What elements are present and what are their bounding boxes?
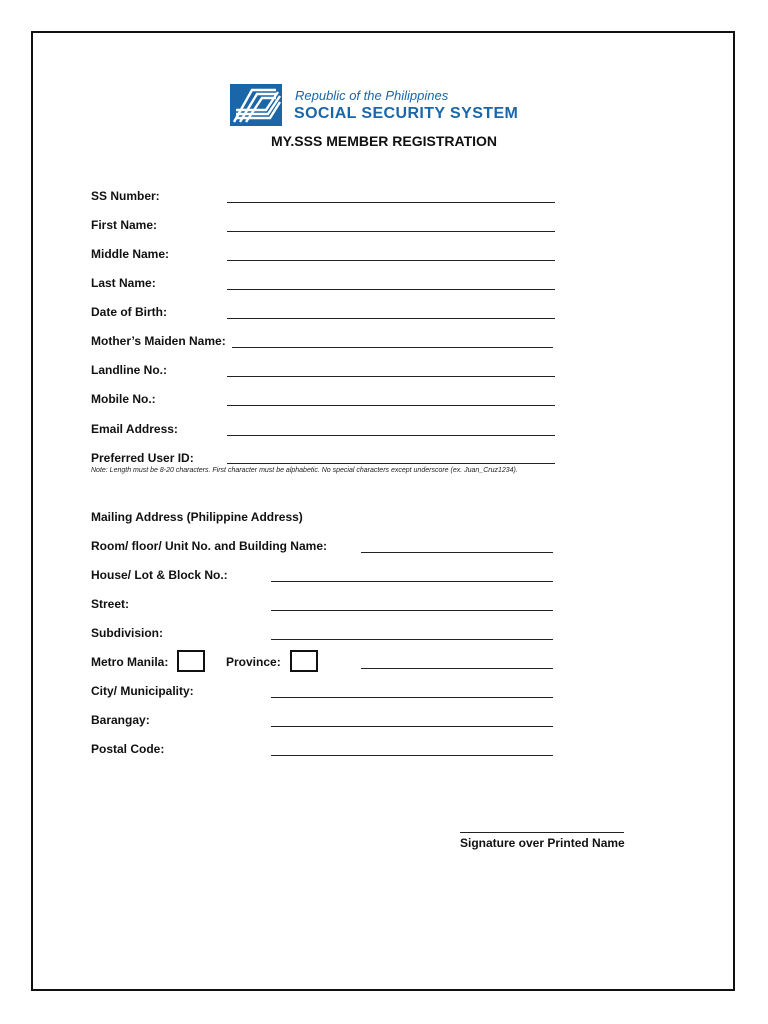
field-street[interactable] [271,610,553,611]
field-preferred-user-id[interactable] [227,463,555,464]
label-metro-manila: Metro Manila: [91,655,169,669]
province-checkbox[interactable] [290,650,318,672]
label-postal-code: Postal Code: [91,742,165,756]
field-barangay[interactable] [271,726,553,727]
user-id-note: Note: Length must be 8-20 characters. First character must be alphabetic. No special characters except underscore (ex. Juan_Cruz1234). [91,467,518,474]
label-preferred-user-id: Preferred User ID: [91,451,194,465]
label-street: Street: [91,597,130,611]
metro-manila-checkbox[interactable] [177,650,205,672]
field-city-municipality[interactable] [271,697,553,698]
field-landline[interactable] [227,376,555,377]
label-middle-name: Middle Name: [91,247,170,261]
sss-logo-icon [230,84,282,126]
field-mothers-maiden-name[interactable] [232,347,553,348]
form-title: MY.SSS MEMBER REGISTRATION [270,133,498,149]
field-room-floor-unit[interactable] [361,552,553,553]
field-email[interactable] [227,435,555,436]
signature-label: Signature over Printed Name [460,836,625,850]
field-postal-code[interactable] [271,755,553,756]
logo-text-sss: SOCIAL SECURITY SYSTEM [294,105,519,122]
label-room-floor-unit: Room/ floor/ Unit No. and Building Name: [91,539,327,553]
field-first-name[interactable] [227,231,555,232]
mailing-address-heading: Mailing Address (Philippine Address) [91,510,303,524]
label-email: Email Address: [91,422,178,436]
label-ss-number: SS Number: [91,189,160,203]
logo-text-republic: Republic of the Philippines [295,88,449,103]
label-province: Province: [226,655,281,669]
field-mobile[interactable] [227,405,555,406]
field-middle-name[interactable] [227,260,555,261]
label-last-name: Last Name: [91,276,156,290]
field-date-of-birth[interactable] [227,318,555,319]
label-house-lot-block: House/ Lot & Block No.: [91,568,228,582]
label-landline: Landline No.: [91,363,167,377]
field-house-lot-block[interactable] [271,581,553,582]
label-city-municipality: City/ Municipality: [91,684,194,698]
field-province[interactable] [361,668,553,669]
field-subdivision[interactable] [271,639,553,640]
field-last-name[interactable] [227,289,555,290]
label-date-of-birth: Date of Birth: [91,305,167,319]
label-barangay: Barangay: [91,713,150,727]
label-mothers-maiden-name: Mother’s Maiden Name: [91,334,226,348]
signature-line[interactable] [460,832,624,833]
label-mobile: Mobile No.: [91,392,156,406]
label-first-name: First Name: [91,218,158,232]
label-subdivision: Subdivision: [91,626,163,640]
field-ss-number[interactable] [227,202,555,203]
